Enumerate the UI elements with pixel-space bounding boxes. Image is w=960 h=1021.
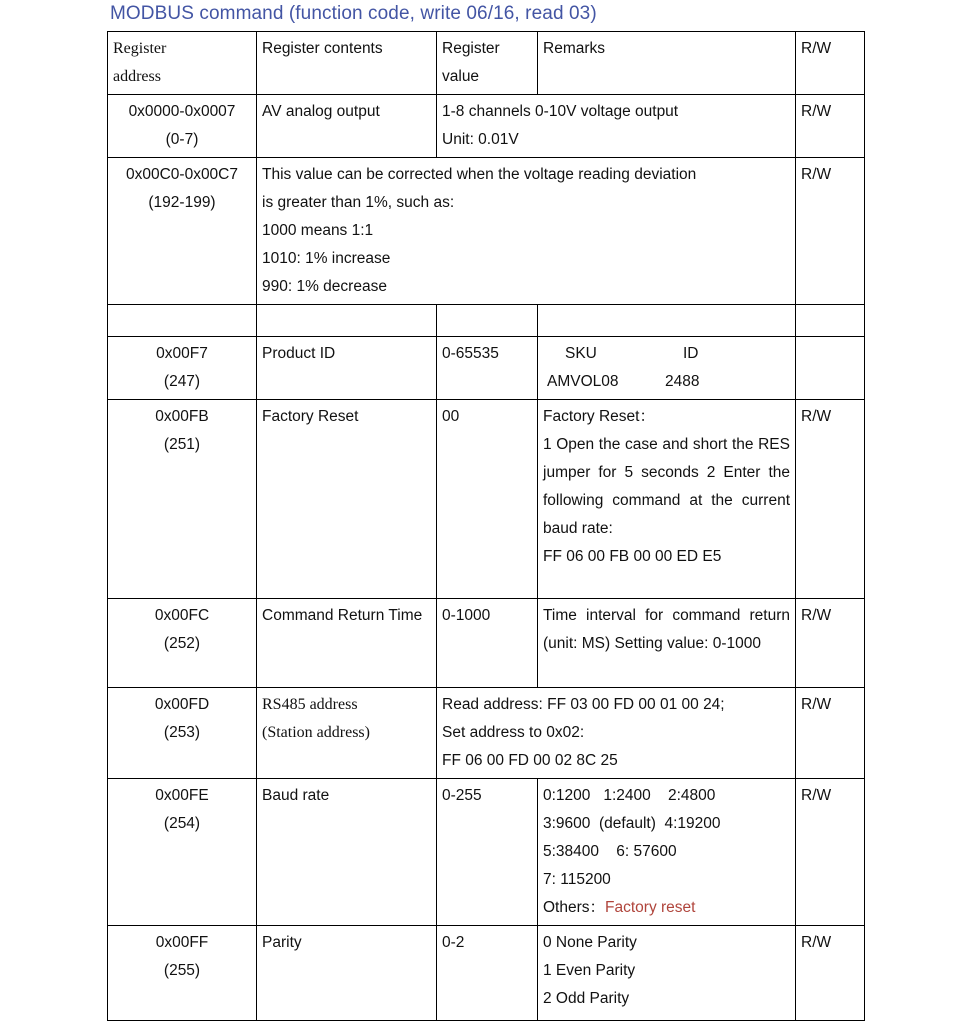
row-rs485-address-line1: 0x00FD [154,696,210,713]
row-parity-remarks-line1: 0 None Parity [543,934,637,951]
table-row [108,688,865,779]
header-rw-label: R/W [801,40,832,57]
row-rs485-contents [257,688,437,779]
row-calibration-line1: This value can be corrected when the voltage reading deviation [262,166,697,183]
header-remarks [538,32,796,95]
header-register-contents-label: Register contents [262,40,383,57]
header-register-value [437,32,538,95]
row-factoryreset-rw: R/W [796,400,865,599]
row-productid-contents [257,337,437,400]
table-header-row [108,32,865,95]
empty-row-address [108,305,257,337]
row-rs485-contents-line1: RS485 address [262,696,358,713]
row-baudrate-rw: R/W [796,779,865,926]
row-factoryreset-remarks-line2: 1 Open the case and short the RES jumper for 5 seconds 2 Enter the following command at the current baud rate: [543,436,790,537]
empty-row-value [437,305,538,337]
row-av-address-line2: (0-7) [165,131,199,148]
header-register-address-line1: Register [113,40,167,57]
row-factoryreset-address-line1: 0x00FB [155,408,209,425]
row-rs485-commands [437,688,796,779]
row-rs485-address [108,688,257,779]
row-parity-address-line1: 0x00FF [155,934,209,951]
row-productid-address-line1: 0x00F7 [156,345,208,362]
row-factoryreset-remarks-line3: FF 06 00 FB 00 00 ED E5 [543,548,722,565]
row-baudrate-remarks-line5 [543,894,790,922]
row-av-value [437,95,796,158]
row-rs485-contents-line2: (Station address) [262,724,370,741]
row-baudrate-address-line1: 0x00FE [155,787,209,804]
sku-header-sku: SKU [565,345,597,362]
row-returntime-rw: R/W [796,599,865,688]
header-rw [796,32,865,95]
row-calibration-line4: 1010: 1% increase [262,250,391,267]
row-parity-remarks-line3: 2 Odd Parity [543,990,630,1007]
row-factoryreset-value [437,400,538,599]
page-title: MODBUS command (function code, write 06/16, read 03) [110,3,597,24]
row-productid-value-label: 0-65535 [442,345,499,362]
row-baudrate-remarks-line2: 3:9600 (default) 4:19200 [543,815,721,832]
row-rs485-address-line2: (253) [163,724,201,741]
row-baudrate-address [108,779,257,926]
header-remarks-label: Remarks [543,40,606,57]
sku-value-row [543,368,790,396]
row-rs485-rw: R/W [796,688,865,779]
row-baudrate-value: 0-255 [437,779,538,926]
row-returntime-address-line2: (252) [163,635,201,652]
row-calibration-rw-label: R/W [801,166,832,183]
table-row [108,926,865,1021]
row-rs485-line3: FF 06 00 FD 00 02 8C 25 [442,752,618,769]
row-baudrate-remarks-line1: 0:1200 1:2400 2:4800 [543,787,716,804]
row-calibration-rw [796,158,865,305]
row-av-value-line2: Unit: 0.01V [442,131,519,148]
row-factoryreset-address-line2: (251) [163,436,201,453]
row-baudrate-contents: Baud rate [257,779,437,926]
sku-value-id: 2488 [665,373,700,390]
table-row [108,400,865,599]
row-calibration-line2: is greater than 1%, such as: [262,194,455,211]
row-factoryreset-value-label: 00 [442,408,460,425]
sku-header-row [543,340,790,368]
row-av-value-line1: 1-8 channels 0-10V voltage output [442,103,679,120]
row-productid-address-line2: (247) [163,373,201,390]
row-factoryreset-remarks-line1: Factory Reset： [543,408,655,425]
row-factoryreset-address [108,400,257,599]
row-productid-contents-label: Product ID [262,345,336,362]
row-parity-value: 0-2 [437,926,538,1021]
row-parity-remarks-line2: 1 Even Parity [543,962,636,979]
empty-row-contents [257,305,437,337]
table-row [108,337,865,400]
empty-row-rw [796,305,865,337]
row-baudrate-remarks-line4: 7: 115200 [543,871,611,888]
header-register-address [108,32,257,95]
row-av-contents [257,95,437,158]
row-rs485-line1: Read address: FF 03 00 FD 00 01 00 24; [442,696,725,713]
header-register-value-line2: value [442,68,480,85]
row-calibration-line5: 990: 1% decrease [262,278,387,295]
row-returntime-address-line1: 0x00FC [154,607,210,624]
row-baudrate-address-line2: (254) [163,815,201,832]
row-calibration-address [108,158,257,305]
row-returntime-remarks: Time interval for command return (unit: MS) Setting value: 0-1000 [538,599,796,688]
row-baudrate-others-label: Others： [543,899,606,916]
row-parity-address-line2: (255) [163,962,201,979]
row-productid-value [437,337,538,400]
row-productid-remarks [538,337,796,400]
row-returntime-contents: Command Return Time [257,599,437,688]
row-returntime-address [108,599,257,688]
sku-header-id: ID [683,345,699,362]
row-av-rw-label: R/W [801,103,832,120]
table-row [108,158,865,305]
row-factoryreset-remarks [538,400,796,599]
table-row [108,779,865,926]
sku-table [543,340,790,396]
row-av-address [108,95,257,158]
row-productid-rw [796,337,865,400]
table-row [108,95,865,158]
row-productid-address [108,337,257,400]
row-factoryreset-contents [257,400,437,599]
row-calibration-address-line1: 0x00C0-0x00C7 [125,166,238,183]
row-calibration-line3: 1000 means 1:1 [262,222,374,239]
header-register-contents [257,32,437,95]
row-parity-contents: Parity [257,926,437,1021]
table-row [108,599,865,688]
sku-value-sku: AMVOL08 [547,373,619,390]
row-factoryreset-contents-label: Factory Reset [262,408,359,425]
row-returntime-value: 0-1000 [437,599,538,688]
row-baudrate-remarks [538,779,796,926]
empty-row-remarks [538,305,796,337]
row-parity-address [108,926,257,1021]
header-register-value-line1: Register [442,40,500,57]
row-calibration-description [257,158,796,305]
row-parity-rw: R/W [796,926,865,1021]
header-register-address-line2: address [113,68,161,85]
row-av-rw [796,95,865,158]
row-parity-remarks [538,926,796,1021]
table-row-empty [108,305,865,337]
row-rs485-line2: Set address to 0x02: [442,724,585,741]
row-calibration-address-line2: (192-199) [148,194,216,211]
row-av-address-line1: 0x0000-0x0007 [128,103,236,120]
modbus-command-table [107,31,865,1021]
row-baudrate-remarks-line3: 5:38400 6: 57600 [543,843,677,860]
row-baudrate-factory-reset-text: Factory reset [605,899,696,916]
row-av-contents-label: AV analog output [262,103,380,120]
